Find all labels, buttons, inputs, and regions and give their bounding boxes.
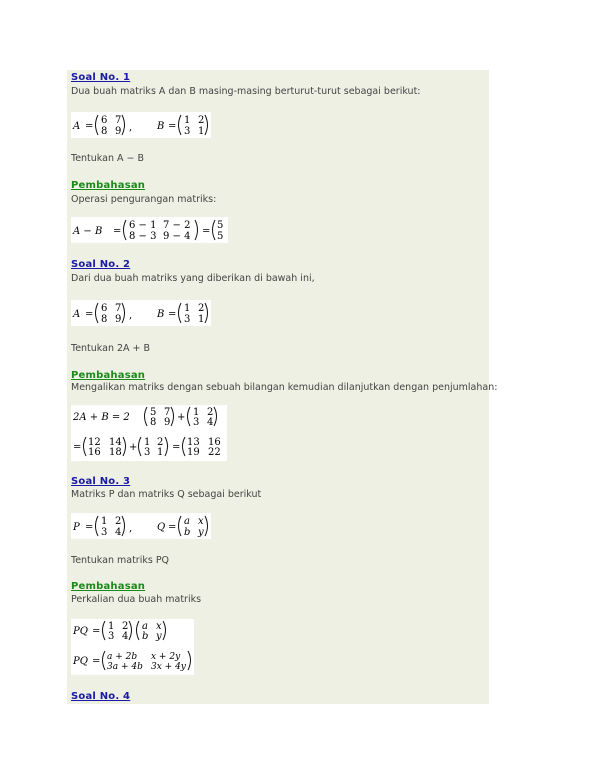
matrix-cell: 2 bbox=[115, 516, 122, 527]
matrix-cell: 5 bbox=[217, 231, 224, 242]
section-text: Dari dua buah matriks yang diberikan di bawah ini, bbox=[71, 273, 315, 284]
bracket-right bbox=[205, 516, 208, 536]
matrix-cell: 3 bbox=[184, 314, 191, 325]
bracket-right bbox=[123, 437, 126, 456]
bracket-right bbox=[205, 303, 208, 323]
matrix-cell: 12 bbox=[88, 437, 101, 448]
matrix-cell: 1 bbox=[144, 437, 151, 448]
matrix-cell: 8 − 3 bbox=[129, 231, 157, 242]
matrix-cell: 3x + 4y bbox=[151, 662, 186, 672]
bracket-left bbox=[213, 220, 216, 240]
bracket-left bbox=[103, 621, 106, 640]
formula-matrices-ab bbox=[71, 300, 211, 326]
matrix-cell: 3a + 4b bbox=[107, 662, 143, 672]
matrix-cell: 1 bbox=[108, 621, 115, 632]
section-heading-soal-2[interactable]: Soal No. 2 bbox=[71, 259, 131, 270]
matrix-cell: 2 bbox=[122, 621, 129, 632]
matrix-cell: 1 bbox=[184, 303, 191, 314]
matrix-cell: 7 − 2 bbox=[163, 220, 191, 231]
section-heading-soal-1[interactable]: Soal No. 1 bbox=[71, 72, 131, 83]
svg-text:=: = bbox=[172, 442, 181, 453]
bracket-left bbox=[124, 220, 127, 240]
formula-subtraction bbox=[71, 217, 228, 243]
formula-scalar-addition bbox=[71, 405, 227, 461]
matrix-cell: 7 bbox=[115, 303, 122, 314]
matrix-cell: 6 − 1 bbox=[129, 220, 157, 231]
matrix-cell: 2 bbox=[198, 303, 205, 314]
bracket-right bbox=[188, 651, 191, 670]
matrix-cell: 1 bbox=[157, 447, 164, 458]
separator: , bbox=[129, 310, 133, 321]
matrix-cell: 5 bbox=[217, 220, 224, 231]
matrix-cell: 1 bbox=[198, 126, 205, 137]
svg-text:=: = bbox=[168, 309, 177, 320]
formula-svg bbox=[71, 405, 227, 461]
bracket-left bbox=[139, 437, 142, 456]
matrix-cell: 8 bbox=[101, 126, 108, 137]
bracket-right bbox=[171, 407, 174, 426]
matrix-cell: 3 bbox=[101, 527, 108, 538]
bracket-right bbox=[129, 621, 132, 640]
svg-text:=: = bbox=[73, 442, 82, 453]
matrix-cell: a + 2b bbox=[107, 652, 138, 662]
bracket-right bbox=[163, 621, 166, 640]
bracket-left bbox=[137, 621, 140, 640]
matrix-cell: 13 bbox=[187, 437, 200, 448]
svg-text:=: = bbox=[113, 226, 122, 237]
formula-lhs: A − B bbox=[73, 226, 103, 237]
section-heading-soal-4[interactable]: Soal No. 4 bbox=[71, 691, 131, 702]
formula-lhs: 2A + B = 2 bbox=[73, 412, 130, 423]
matrix-cell: 3 bbox=[184, 126, 191, 137]
matrix-cell: 4 bbox=[122, 631, 129, 642]
svg-text:=: = bbox=[85, 309, 94, 320]
matrix-name: B bbox=[157, 121, 165, 132]
bracket-right bbox=[165, 437, 168, 456]
matrix-cell: 9 bbox=[164, 417, 171, 428]
matrix-name: A bbox=[73, 309, 81, 320]
task-text: Tentukan A − B bbox=[71, 153, 145, 164]
matrix-name: B bbox=[157, 309, 165, 320]
matrix-cell: x + 2y bbox=[151, 652, 181, 662]
matrix-cell: 1 bbox=[184, 115, 191, 126]
svg-text:=: = bbox=[202, 226, 211, 237]
task-text: Tentukan 2A + B bbox=[71, 343, 151, 354]
bracket-right bbox=[195, 220, 198, 240]
section-text: Matriks P dan matriks Q sebagai berikut bbox=[71, 489, 262, 500]
bracket-left bbox=[179, 516, 182, 536]
matrix-cell: 3 bbox=[144, 447, 151, 458]
matrix-cell: 16 bbox=[208, 437, 221, 448]
task-text: Tentukan matriks PQ bbox=[71, 555, 170, 566]
matrix-name: Q bbox=[157, 522, 166, 533]
bracket-left bbox=[96, 303, 99, 323]
matrix-cell: 9 − 4 bbox=[163, 231, 191, 242]
bracket-right bbox=[122, 115, 125, 135]
section-text: Operasi pengurangan matriks: bbox=[71, 194, 217, 205]
bracket-left bbox=[179, 115, 182, 135]
matrix-cell: 22 bbox=[208, 447, 221, 458]
matrix-name: P bbox=[73, 522, 80, 533]
formula-multiplication bbox=[71, 619, 194, 675]
section-text: Dua buah matriks A dan B masing-masing berturut-turut sebagai berikut: bbox=[71, 86, 421, 97]
section-text: Mengalikan matriks dengan sebuah bilangan kemudian dilanjutkan dengan penjumlahan: bbox=[71, 382, 498, 393]
svg-text:+: + bbox=[129, 442, 138, 453]
matrix-cell: 19 bbox=[187, 447, 200, 458]
matrix-cell: 9 bbox=[115, 314, 122, 325]
bracket-left bbox=[145, 407, 148, 426]
formula-svg bbox=[71, 619, 194, 675]
matrix-cell: 6 bbox=[101, 115, 108, 126]
formula-matrices-pq bbox=[71, 513, 211, 539]
svg-text:=: = bbox=[92, 626, 101, 637]
bracket-left bbox=[84, 437, 87, 456]
svg-text:=: = bbox=[168, 522, 177, 533]
svg-text:=: = bbox=[92, 656, 101, 667]
formula-svg bbox=[71, 112, 211, 138]
bracket-left bbox=[183, 437, 186, 456]
matrix-cell: 16 bbox=[88, 447, 101, 458]
matrix-cell: b bbox=[184, 527, 191, 538]
matrix-cell: y bbox=[156, 631, 162, 642]
matrix-cell: 5 bbox=[150, 407, 157, 418]
matrix-name: A bbox=[73, 121, 81, 132]
formula-svg bbox=[71, 513, 211, 539]
bracket-left bbox=[96, 516, 99, 536]
matrix-cell: 2 bbox=[198, 115, 205, 126]
matrix-cell: 18 bbox=[109, 447, 122, 458]
matrix-cell: 14 bbox=[109, 437, 122, 448]
matrix-cell: x bbox=[198, 516, 204, 527]
matrix-cell: 7 bbox=[164, 407, 171, 418]
bracket-left bbox=[179, 303, 182, 323]
bracket-left bbox=[188, 407, 191, 426]
matrix-cell: 8 bbox=[101, 314, 108, 325]
section-heading-pembahasan-2[interactable]: Pembahasan bbox=[71, 370, 146, 381]
matrix-cell: 3 bbox=[193, 417, 200, 428]
formula-lhs: PQ bbox=[73, 626, 88, 637]
matrix-cell: 4 bbox=[207, 417, 214, 428]
matrix-cell: 3 bbox=[108, 631, 115, 642]
svg-text:=: = bbox=[168, 121, 177, 132]
matrix-cell: 6 bbox=[101, 303, 108, 314]
separator: , bbox=[129, 122, 133, 133]
matrix-cell: y bbox=[198, 527, 204, 538]
section-text: Perkalian dua buah matriks bbox=[71, 594, 202, 605]
matrix-cell: x bbox=[156, 621, 162, 632]
formula-svg bbox=[71, 300, 211, 326]
matrix-cell: 1 bbox=[198, 314, 205, 325]
matrix-cell: 4 bbox=[115, 527, 122, 538]
section-heading-pembahasan-3[interactable]: Pembahasan bbox=[71, 581, 146, 592]
matrix-cell: 2 bbox=[207, 407, 214, 418]
bracket-left bbox=[103, 651, 106, 670]
matrix-cell: a bbox=[142, 621, 148, 632]
matrix-cell: 1 bbox=[193, 407, 200, 418]
svg-text:+: + bbox=[177, 412, 186, 423]
section-heading-pembahasan-1[interactable]: Pembahasan bbox=[71, 180, 146, 191]
matrix-cell: 8 bbox=[150, 417, 157, 428]
matrix-cell: 9 bbox=[115, 126, 122, 137]
matrix-cell: a bbox=[184, 516, 190, 527]
svg-text:=: = bbox=[85, 121, 94, 132]
section-heading-soal-3[interactable]: Soal No. 3 bbox=[71, 476, 131, 487]
formula-lhs: PQ bbox=[73, 656, 88, 667]
svg-text:=: = bbox=[85, 522, 94, 533]
bracket-right bbox=[205, 115, 208, 135]
matrix-cell: 2 bbox=[157, 437, 164, 448]
bracket-left bbox=[96, 115, 99, 135]
bracket-right bbox=[214, 407, 217, 426]
matrix-cell: 1 bbox=[101, 516, 108, 527]
formula-svg bbox=[71, 217, 228, 243]
separator: , bbox=[129, 523, 133, 534]
bracket-right bbox=[122, 516, 125, 536]
matrix-cell: b bbox=[142, 631, 149, 642]
bracket-right bbox=[122, 303, 125, 323]
matrix-cell: 7 bbox=[115, 115, 122, 126]
formula-matrices-ab bbox=[71, 112, 211, 138]
